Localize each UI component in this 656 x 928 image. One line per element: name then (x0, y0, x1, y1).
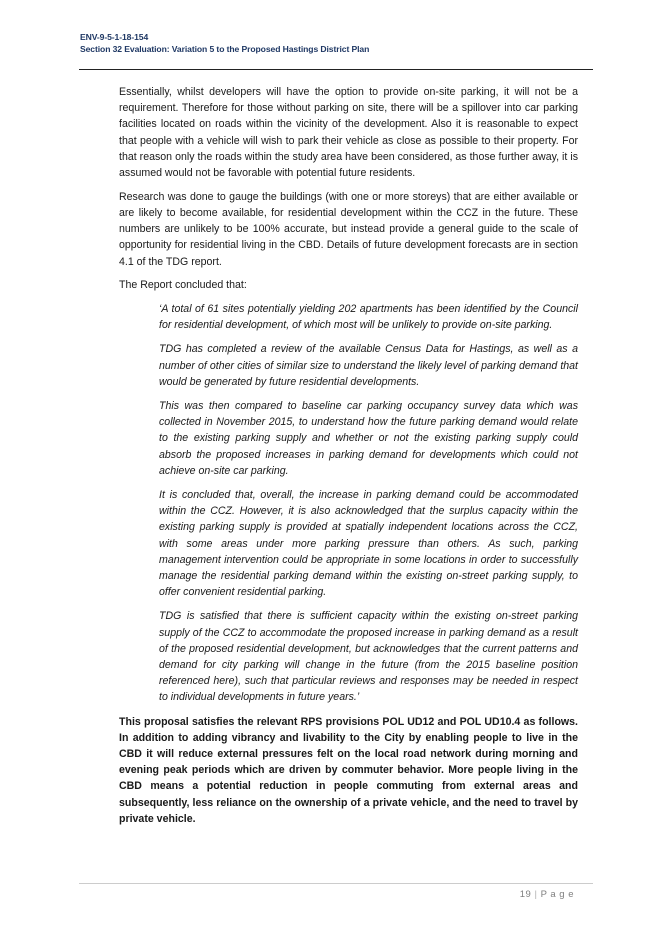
paragraph-report-intro: The Report concluded that: (119, 279, 247, 292)
footer-separator: | (534, 889, 538, 900)
page-number: 19 (519, 889, 532, 900)
document-subtitle: Section 32 Evaluation: Variation 5 to the Proposed Hastings District Plan (80, 44, 370, 54)
quote-paragraph: TDG has completed a review of the available Census Data for Hastings, as well as a number of other cities of similar size to understand the likely level of parking demand that would be generated by future residential developments. (159, 343, 578, 388)
header-divider (79, 69, 593, 70)
quote-paragraph: TDG is satisfied that there is sufficient capacity within the existing on-street parking supply of the CCZ to accommodate the proposed increase in parking demand as a result of the proposed residential development, but acknowledges that the current patterns and demand for city parking will change in the future (from the 2015 baseline position referenced here), such that particular reviews and responses may be needed in respect to individual developments in future years.’ (159, 610, 578, 704)
quote-paragraph: It is concluded that, overall, the increase in parking demand could be accommodated within the CCZ. However, it is also acknowledged that the surplus capacity within the existing parking supply is provided at spatially independent locations across the CCZ, with some areas under more parking pressure than others. As such, parking management intervention could be appropriate in some locations in order to successfully manage the residential parking demand within the existing on-street parking supply, to offer convenient residential parking. (159, 488, 578, 599)
quote-paragraph: This was then compared to baseline car parking occupancy survey data which was collected in November 2015, to understand how the future parking demand would relate to the existing parking supply and whether or not the existing parking supply could absorb the proposed increases in parking demand for developments which could not achieve on-site car parking. (159, 399, 578, 477)
report-quote (159, 301, 578, 706)
paragraph-parking-spillover: Essentially, whilst developers will have the option to provide on-site parking, it will not be a requirement. Therefore for those without parking on site, there will be a spillover into car parking facilities located on roads within the vicinity of the development. Also it is reasonable to expect that people with a vehicle will wish to park their vehicle as close as possible to their property. For that reason only the roads within the study area have been considered, as those further away, it is assumed would not be favorable with potential future residents. (119, 86, 578, 180)
page-header (80, 31, 369, 55)
document-id: ENV-9-5-1-18-154 (80, 32, 149, 42)
paragraph-conclusion: This proposal satisfies the relevant RPS provisions POL UD12 and POL UD10.4 as follows. In addition to adding vibrancy and livability to the City by enabling people to live in the CBD it will reduce external pressures felt on the local road network during morning and evening peak periods which are driven by commuter behavior. More people living in the CBD means a potential reduction in people commuting from external areas and subsequently, less reliance on the ownership of a private vehicle, and the need to travel by private vehicle. (119, 715, 578, 825)
footer-divider (79, 883, 593, 884)
paragraph-research: Research was done to gauge the buildings (with one or more storeys) that are either available or are likely to become available, for residential development within the CCZ in the future. These numbers are unlikely to be 100% accurate, but instead provide a general guide to the scale of opportunity for residential living in the CBD. Details of future development forecasts are in section 4.1 of the TDG report. (119, 190, 578, 268)
main-content (119, 84, 578, 835)
quote-paragraph: ‘A total of 61 sites potentially yielding 202 apartments has been identified by the Council for residential development, of which most will be unlikely to provide on-site parking. (159, 302, 578, 332)
page-footer (520, 889, 574, 900)
page-label: P a g e (540, 889, 574, 900)
